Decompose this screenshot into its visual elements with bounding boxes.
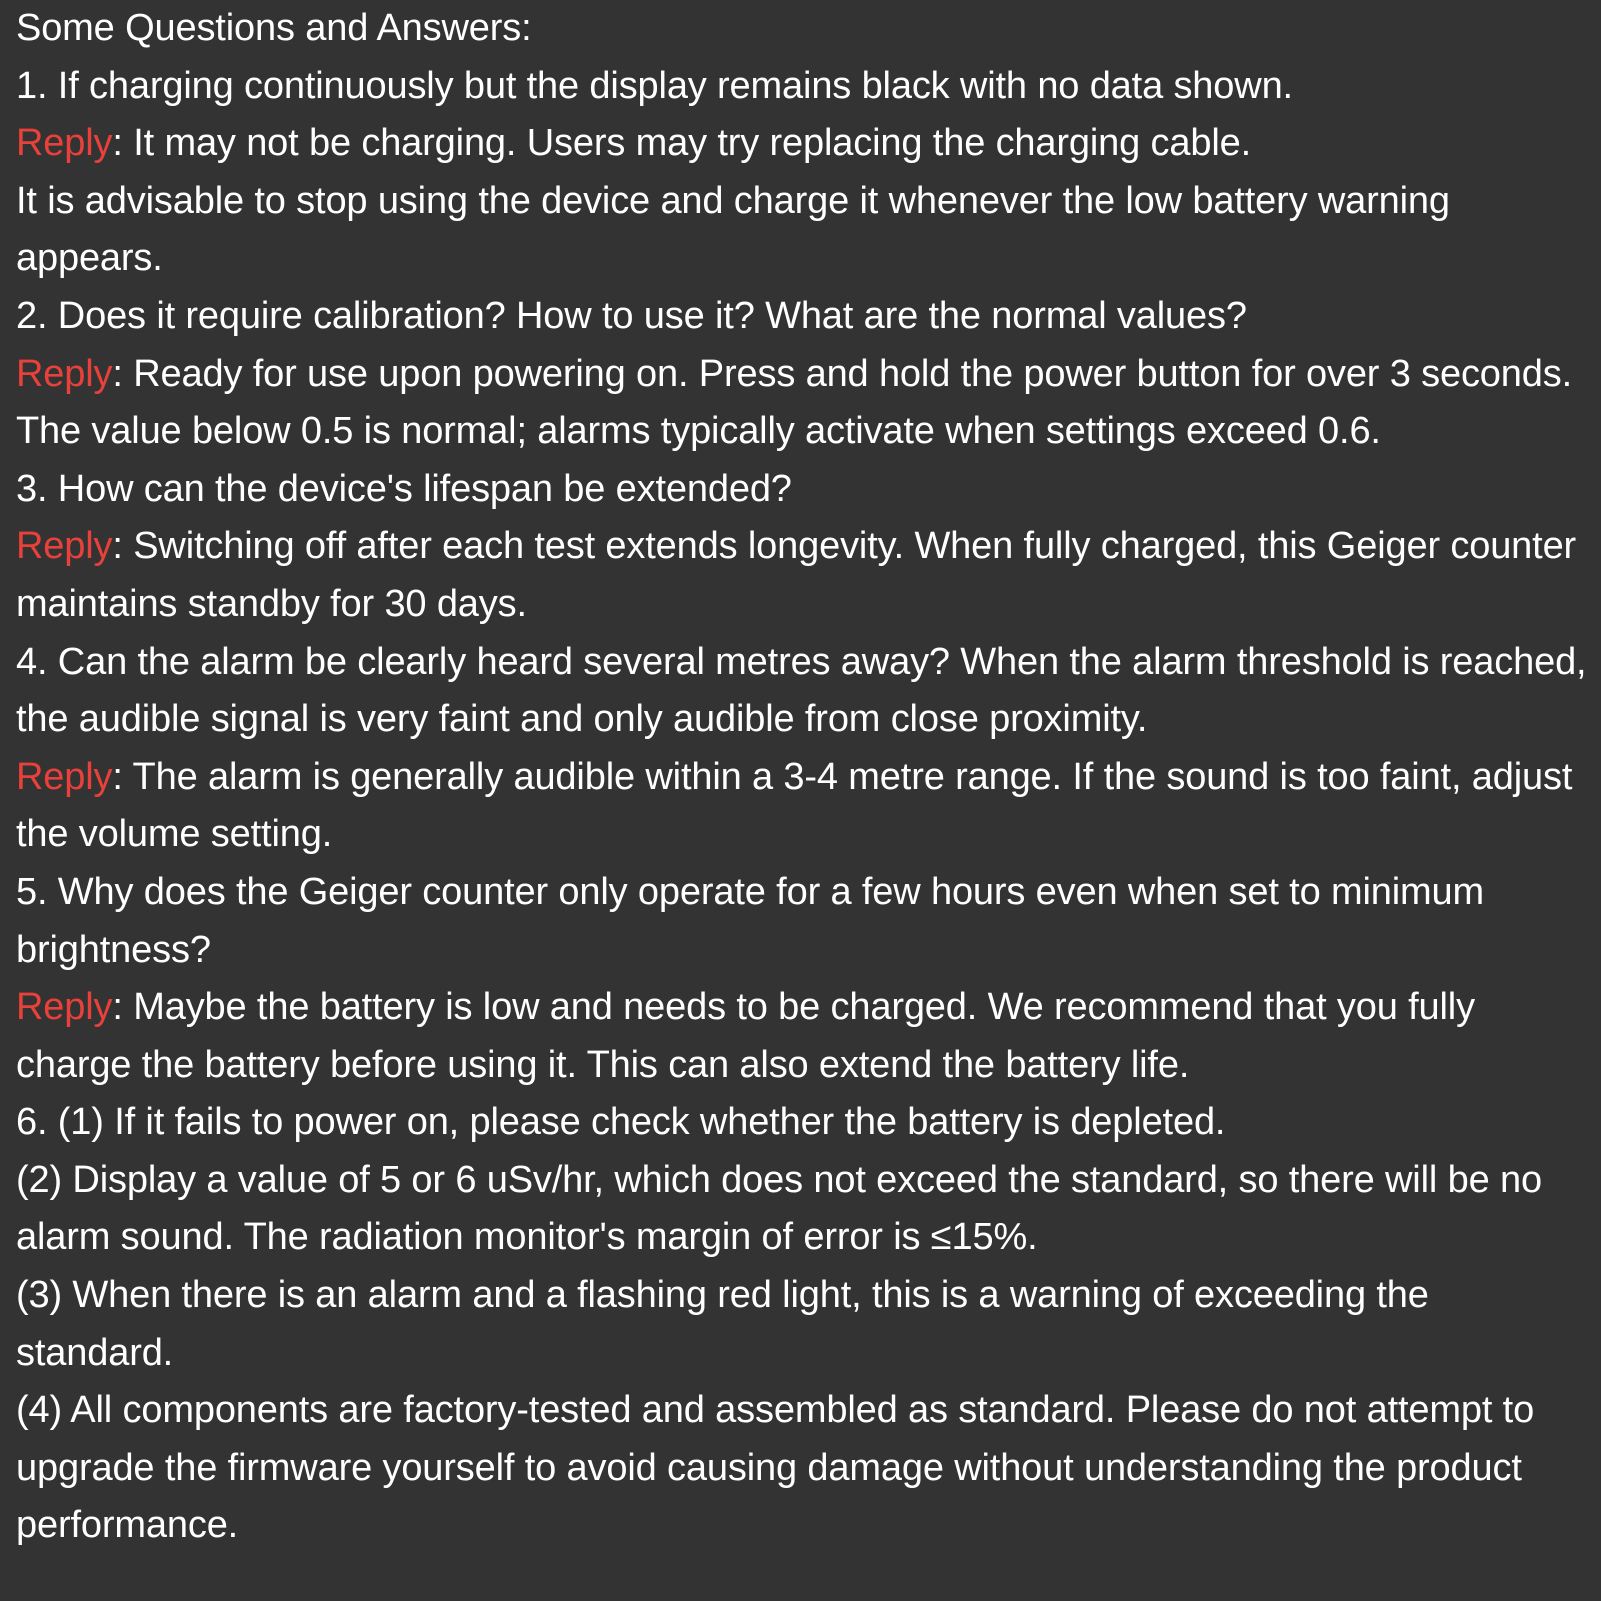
question-6-item-3: (3) When there is an alarm and a flashing red light, this is a warning of exceeding the standard. (16, 1274, 1429, 1374)
reply-label: Reply (16, 986, 113, 1029)
question-2: 2. Does it require calibration? How to use it? What are the normal values? (16, 294, 1247, 337)
answer-2 (16, 346, 1596, 461)
answer-5-text: : Maybe the battery is low and needs to be charged. We recommend that you fully charge the battery before using it. This can also extend the battery life. (16, 986, 1475, 1086)
question-5: 5. Why does the Geiger counter only operate for a few hours even when set to minimum brightness? (16, 870, 1485, 971)
question-6-item-4: (4) All components are factory-tested and assembled as standard. Please do not attempt to upgrade the firmware yourself to avoid causing damage without understanding the product performance. (16, 1389, 1535, 1547)
question-6-item-2: (2) Display a value of 5 or 6 uSv/hr, which does not exceed the standard, so there will be no alarm sound. The radiation monitor's margin of error is ≤15%. (16, 1158, 1542, 1259)
faq-heading: Some Questions and Answers: (16, 7, 532, 49)
answer-3 (16, 518, 1596, 633)
answer-4-text: : The alarm is generally audible within a 3-4 metre range. If the sound is too faint, adjust the volume setting. (16, 755, 1573, 856)
answer-1 (16, 115, 1596, 173)
question-4: 4. Can the alarm be clearly heard several metres away? When the alarm threshold is reached, the audible signal is very faint and only audible from close proximity. (16, 640, 1587, 741)
answer-4 (16, 749, 1596, 864)
reply-label: Reply (16, 352, 113, 395)
question-3: 3. How can the device's lifespan be extended? (16, 467, 792, 510)
reply-label: Reply (16, 525, 113, 568)
reply-label: Reply (16, 755, 113, 798)
question-1: 1. If charging continuously but the display remains black with no data shown. (16, 64, 1293, 107)
answer-2-text: : Ready for use upon powering on. Press and hold the power button for over 3 seconds. The value below 0.5 is normal; alarms typically activate when settings exceed 0.6. (16, 352, 1573, 453)
reply-label: Reply (16, 122, 113, 165)
answer-1-note: It is advisable to stop using the device and charge it whenever the low battery warning appears. (16, 179, 1450, 280)
answer-3-text: : Switching off after each test extends longevity. When fully charged, this Geiger counter maintains standby for 30 days. (16, 525, 1577, 625)
answer-5 (16, 979, 1596, 1094)
answer-1-text: : It may not be charging. Users may try replacing the charging cable. (112, 122, 1252, 165)
question-6-item-1: 6. (1) If it fails to power on, please check whether the battery is depleted. (16, 1101, 1226, 1144)
faq-document (16, 0, 1596, 1555)
